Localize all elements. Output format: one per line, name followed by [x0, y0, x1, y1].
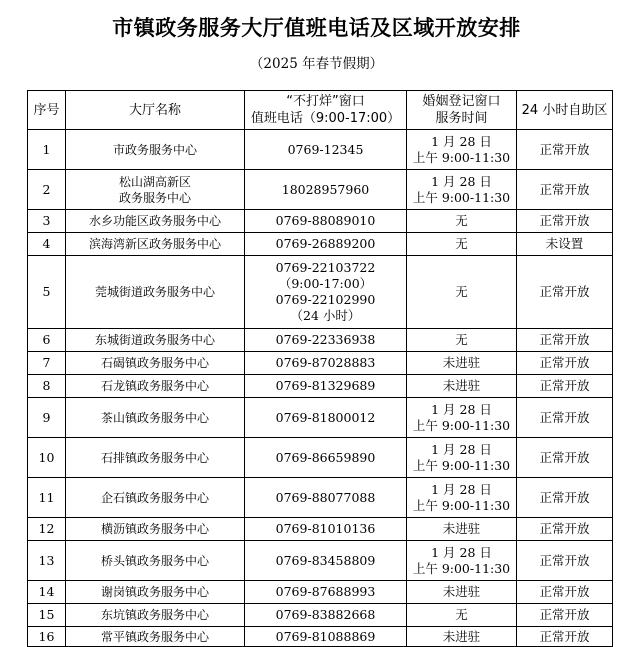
- cell-seq: 12: [28, 518, 66, 541]
- cell-marriage: 无: [407, 256, 517, 329]
- cell-marriage: 未进驻: [407, 352, 517, 375]
- cell-self-service: 正常开放: [517, 352, 613, 375]
- table-row: [28, 170, 613, 210]
- cell-hall-name: 谢岗镇政务服务中心: [66, 581, 245, 604]
- page-subtitle: （2025 年春节假期）: [249, 56, 384, 72]
- cell-seq: 11: [28, 478, 66, 518]
- cell-self-service: 正常开放: [517, 518, 613, 541]
- cell-hall-name: 横沥镇政务服务中心: [66, 518, 245, 541]
- cell-seq: 4: [28, 233, 66, 256]
- cell-seq: 6: [28, 329, 66, 352]
- cell-phone: 0769-22336938: [245, 329, 407, 352]
- cell-seq: 2: [28, 170, 66, 210]
- table-row: [28, 329, 613, 352]
- cell-seq: 10: [28, 438, 66, 478]
- cell-marriage: 未进驻: [407, 375, 517, 398]
- cell-self-service: 正常开放: [517, 604, 613, 627]
- cell-phone: 18028957960: [245, 170, 407, 210]
- cell-marriage: 1 月 28 日 上午 9:00-11:30: [407, 398, 517, 438]
- header-duty-phone: “不打烊”窗口 值班电话（9:00-17:00）: [245, 91, 407, 130]
- cell-marriage: 无: [407, 329, 517, 352]
- cell-seq: 1: [28, 130, 66, 170]
- header-self-service: 24 小时自助区: [517, 91, 613, 130]
- header-seq: 序号: [28, 91, 66, 130]
- cell-seq: 3: [28, 210, 66, 233]
- cell-seq: 16: [28, 627, 66, 647]
- cell-phone: 0769-81010136: [245, 518, 407, 541]
- table-row: [28, 375, 613, 398]
- table-row: [28, 233, 613, 256]
- cell-hall-name: 石排镇政务服务中心: [66, 438, 245, 478]
- cell-phone: 0769-86659890: [245, 438, 407, 478]
- cell-self-service: 正常开放: [517, 627, 613, 647]
- cell-hall-name: 水乡功能区政务服务中心: [66, 210, 245, 233]
- cell-self-service: 未设置: [517, 233, 613, 256]
- cell-marriage: 1 月 28 日 上午 9:00-11:30: [407, 438, 517, 478]
- cell-self-service: 正常开放: [517, 170, 613, 210]
- cell-hall-name: 企石镇政务服务中心: [66, 478, 245, 518]
- cell-self-service: 正常开放: [517, 581, 613, 604]
- cell-self-service: 正常开放: [517, 541, 613, 581]
- cell-marriage: 1 月 28 日 上午 9:00-11:30: [407, 478, 517, 518]
- cell-marriage: 无: [407, 210, 517, 233]
- cell-marriage: 1 月 28 日 上午 9:00-11:30: [407, 130, 517, 170]
- cell-seq: 14: [28, 581, 66, 604]
- table-row: [28, 478, 613, 518]
- table-row: [28, 398, 613, 438]
- cell-phone: 0769-12345: [245, 130, 407, 170]
- cell-marriage: 未进驻: [407, 581, 517, 604]
- table-row: [28, 256, 613, 329]
- cell-self-service: 正常开放: [517, 398, 613, 438]
- cell-hall-name: 滨海湾新区政务服务中心: [66, 233, 245, 256]
- cell-phone: 0769-81088869: [245, 627, 407, 647]
- table-header-row: [28, 91, 613, 130]
- header-marriage-window: 婚姻登记窗口 服务时间: [407, 91, 517, 130]
- cell-marriage: 无: [407, 604, 517, 627]
- cell-phone: 0769-87028883: [245, 352, 407, 375]
- cell-seq: 8: [28, 375, 66, 398]
- table-row: [28, 352, 613, 375]
- cell-seq: 15: [28, 604, 66, 627]
- cell-phone: 0769-22103722 （9:00-17:00） 0769-22102990 （24 小时）: [245, 256, 407, 329]
- cell-seq: 9: [28, 398, 66, 438]
- header-hall-name: 大厅名称: [66, 91, 245, 130]
- cell-hall-name: 莞城街道政务服务中心: [66, 256, 245, 329]
- cell-hall-name: 石龙镇政务服务中心: [66, 375, 245, 398]
- cell-self-service: 正常开放: [517, 256, 613, 329]
- table-row: [28, 210, 613, 233]
- table-row: [28, 581, 613, 604]
- cell-marriage: 无: [407, 233, 517, 256]
- cell-self-service: 正常开放: [517, 329, 613, 352]
- table-row: [28, 438, 613, 478]
- cell-hall-name: 东坑镇政务服务中心: [66, 604, 245, 627]
- cell-hall-name: 东城街道政务服务中心: [66, 329, 245, 352]
- cell-seq: 13: [28, 541, 66, 581]
- cell-self-service: 正常开放: [517, 130, 613, 170]
- cell-hall-name: 桥头镇政务服务中心: [66, 541, 245, 581]
- cell-hall-name: 常平镇政务服务中心: [66, 627, 245, 647]
- cell-self-service: 正常开放: [517, 210, 613, 233]
- cell-self-service: 正常开放: [517, 375, 613, 398]
- cell-phone: 0769-83458809: [245, 541, 407, 581]
- table-row: [28, 627, 613, 647]
- cell-phone: 0769-81800012: [245, 398, 407, 438]
- cell-seq: 5: [28, 256, 66, 329]
- cell-marriage: 1 月 28 日 上午 9:00-11:30: [407, 170, 517, 210]
- cell-hall-name: 松山湖高新区 政务服务中心: [66, 170, 245, 210]
- cell-marriage: 未进驻: [407, 627, 517, 647]
- table-row: [28, 518, 613, 541]
- schedule-table: [27, 90, 613, 647]
- cell-phone: 0769-81329689: [245, 375, 407, 398]
- cell-marriage: 1 月 28 日 上午 9:00-11:30: [407, 541, 517, 581]
- cell-marriage: 未进驻: [407, 518, 517, 541]
- cell-phone: 0769-26889200: [245, 233, 407, 256]
- table-row: [28, 604, 613, 627]
- cell-phone: 0769-88077088: [245, 478, 407, 518]
- cell-phone: 0769-87688993: [245, 581, 407, 604]
- cell-hall-name: 石碣镇政务服务中心: [66, 352, 245, 375]
- cell-hall-name: 茶山镇政务服务中心: [66, 398, 245, 438]
- table-row: [28, 541, 613, 581]
- table-row: [28, 130, 613, 170]
- cell-seq: 7: [28, 352, 66, 375]
- cell-phone: 0769-88089010: [245, 210, 407, 233]
- cell-self-service: 正常开放: [517, 478, 613, 518]
- cell-self-service: 正常开放: [517, 438, 613, 478]
- cell-hall-name: 市政务服务中心: [66, 130, 245, 170]
- cell-phone: 0769-83882668: [245, 604, 407, 627]
- page-title: 市镇政务服务大厅值班电话及区域开放安排: [112, 16, 521, 40]
